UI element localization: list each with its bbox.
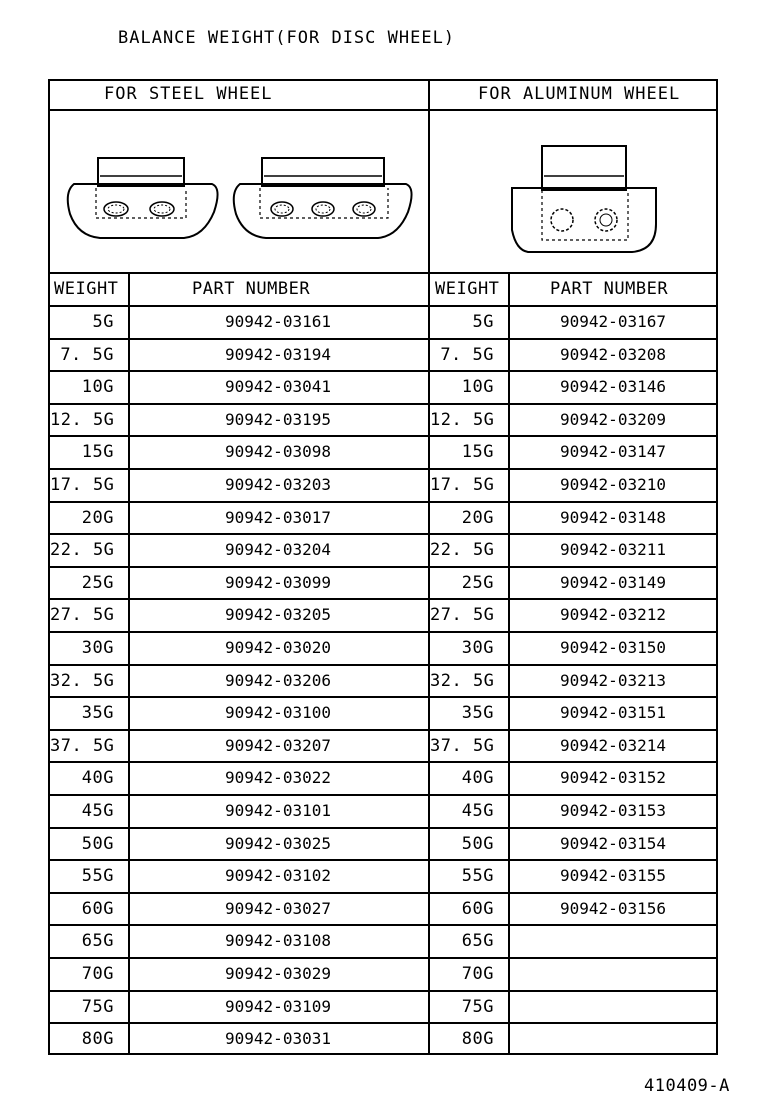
steel-part-number-cell: 90942-03109 — [225, 997, 331, 1016]
aluminum-part-number-cell: 90942-03210 — [560, 475, 666, 494]
aluminum-weight-cell: 22. 5G — [430, 540, 495, 560]
illustration-rule — [48, 272, 718, 274]
aluminum-weight-cell: 35G — [461, 703, 494, 723]
aluminum-weight-cell: 27. 5G — [430, 605, 495, 625]
steel-weight-cell: 65G — [81, 931, 114, 951]
steel-part-number-cell: 90942-03195 — [225, 410, 331, 429]
steel-weight-cell: 7. 5G — [60, 345, 114, 365]
steel-weight-cell: 27. 5G — [50, 605, 115, 625]
aluminum-weight-cell: 10G — [461, 377, 494, 397]
steel-weight-cell: 25G — [81, 573, 114, 593]
aluminum-part-number-cell — [510, 1023, 716, 1055]
steel-part-number-cell: 90942-03194 — [225, 345, 331, 364]
aluminum-part-number-cell — [510, 991, 716, 1023]
aluminum-part-number-cell: 90942-03150 — [560, 638, 666, 657]
aluminum-weight-cell: 50G — [461, 834, 494, 854]
steel-weight-cell: 12. 5G — [50, 410, 115, 430]
steel-part-number-cell: 90942-03099 — [225, 573, 331, 592]
steel-part-number-cell: 90942-03206 — [225, 671, 331, 690]
steel-part-number-cell: 90942-03102 — [225, 866, 331, 885]
aluminum-wheel-weight-icon — [508, 140, 668, 258]
aluminum-part-number-cell: 90942-03211 — [560, 540, 666, 559]
aluminum-weight-cell: 17. 5G — [430, 475, 495, 495]
aluminum-part-number-cell: 90942-03149 — [560, 573, 666, 592]
aluminum-weight-cell: 32. 5G — [430, 671, 495, 691]
steel-weight-cell: 17. 5G — [50, 475, 115, 495]
aluminum-part-number-cell: 90942-03209 — [560, 410, 666, 429]
aluminum-weight-cell: 20G — [461, 508, 494, 528]
steel-part-number-cell: 90942-03101 — [225, 801, 331, 820]
steel-part-number-cell: 90942-03204 — [225, 540, 331, 559]
steel-weight-cell: 30G — [81, 638, 114, 658]
aluminum-weight-cell: 55G — [461, 866, 494, 886]
aluminum-heading: FOR ALUMINUM WHEEL — [478, 84, 681, 104]
page-title: BALANCE WEIGHT(FOR DISC WHEEL) — [118, 28, 456, 48]
aluminum-weight-cell: 65G — [461, 931, 494, 951]
aluminum-part-number-cell: 90942-03167 — [560, 312, 666, 331]
aluminum-part-number-cell: 90942-03153 — [560, 801, 666, 820]
aluminum-part-number-cell: 90942-03212 — [560, 605, 666, 624]
steel-weight-cell: 20G — [81, 508, 114, 528]
aluminum-weight-cell: 15G — [461, 442, 494, 462]
document-code: 410409-A — [644, 1076, 730, 1096]
steel-part-number-cell: 90942-03031 — [225, 1029, 331, 1048]
aluminum-weight-header: WEIGHT — [435, 279, 500, 299]
steel-weight-cell: 35G — [81, 703, 114, 723]
steel-weight-cell: 10G — [81, 377, 114, 397]
aluminum-part-number-cell: 90942-03155 — [560, 866, 666, 885]
aluminum-weight-cell: 25G — [461, 573, 494, 593]
steel-part-number-cell: 90942-03161 — [225, 312, 331, 331]
steel-part-number-cell: 90942-03100 — [225, 703, 331, 722]
steel-weight-cell: 80G — [81, 1029, 114, 1049]
steel-weight-header: WEIGHT — [54, 279, 119, 299]
steel-part-number-cell: 90942-03027 — [225, 899, 331, 918]
steel-part-header: PART NUMBER — [192, 279, 311, 299]
aluminum-part-number-cell: 90942-03146 — [560, 377, 666, 396]
steel-weight-cell: 32. 5G — [50, 671, 115, 691]
steel-weight-cell: 37. 5G — [50, 736, 115, 756]
steel-wheel-weight-3-hole-icon — [230, 152, 418, 244]
aluminum-weight-cell: 60G — [461, 899, 494, 919]
steel-part-number-cell: 90942-03022 — [225, 768, 331, 787]
steel-heading: FOR STEEL WHEEL — [104, 84, 273, 104]
steel-part-number-cell: 90942-03207 — [225, 736, 331, 755]
steel-weight-cell: 15G — [81, 442, 114, 462]
steel-part-number-cell: 90942-03203 — [225, 475, 331, 494]
steel-weight-cell: 55G — [81, 866, 114, 886]
aluminum-part-number-cell: 90942-03148 — [560, 508, 666, 527]
steel-part-number-cell: 90942-03041 — [225, 377, 331, 396]
aluminum-part-number-cell: 90942-03151 — [560, 703, 666, 722]
aluminum-part-number-cell: 90942-03208 — [560, 345, 666, 364]
aluminum-weight-cell: 30G — [461, 638, 494, 658]
aluminum-weight-cell: 12. 5G — [430, 410, 495, 430]
aluminum-weight-cell: 45G — [461, 801, 494, 821]
aluminum-weight-cell: 37. 5G — [430, 736, 495, 756]
aluminum-part-number-cell — [510, 925, 716, 957]
aluminum-part-number-cell: 90942-03152 — [560, 768, 666, 787]
heading-rule — [48, 109, 718, 111]
steel-part-number-cell: 90942-03108 — [225, 931, 331, 950]
steel-weight-cell: 45G — [81, 801, 114, 821]
aluminum-part-number-cell: 90942-03147 — [560, 442, 666, 461]
steel-part-number-cell: 90942-03029 — [225, 964, 331, 983]
aluminum-part-number-cell: 90942-03154 — [560, 834, 666, 853]
steel-part-number-cell: 90942-03017 — [225, 508, 331, 527]
aluminum-weight-cell: 40G — [461, 768, 494, 788]
aluminum-weight-cell: 7. 5G — [440, 345, 494, 365]
steel-weight-cell: 60G — [81, 899, 114, 919]
aluminum-weight-cell: 5G — [472, 312, 494, 332]
steel-weight-cell: 70G — [81, 964, 114, 984]
aluminum-part-number-cell — [510, 958, 716, 990]
steel-weight-cell: 50G — [81, 834, 114, 854]
aluminum-part-header: PART NUMBER — [550, 279, 669, 299]
aluminum-part-number-cell: 90942-03214 — [560, 736, 666, 755]
steel-part-number-cell: 90942-03098 — [225, 442, 331, 461]
steel-weight-cell: 40G — [81, 768, 114, 788]
steel-part-number-cell: 90942-03020 — [225, 638, 331, 657]
steel-weight-cell: 75G — [81, 997, 114, 1017]
aluminum-weight-cell: 70G — [461, 964, 494, 984]
steel-weight-cell: 5G — [92, 312, 114, 332]
aluminum-weight-cell: 75G — [461, 997, 494, 1017]
aluminum-part-number-cell: 90942-03156 — [560, 899, 666, 918]
steel-wheel-weight-2-hole-icon — [64, 152, 224, 244]
steel-part-number-cell: 90942-03025 — [225, 834, 331, 853]
steel-weight-cell: 22. 5G — [50, 540, 115, 560]
aluminum-part-number-cell: 90942-03213 — [560, 671, 666, 690]
aluminum-weight-cell: 80G — [461, 1029, 494, 1049]
steel-part-number-cell: 90942-03205 — [225, 605, 331, 624]
